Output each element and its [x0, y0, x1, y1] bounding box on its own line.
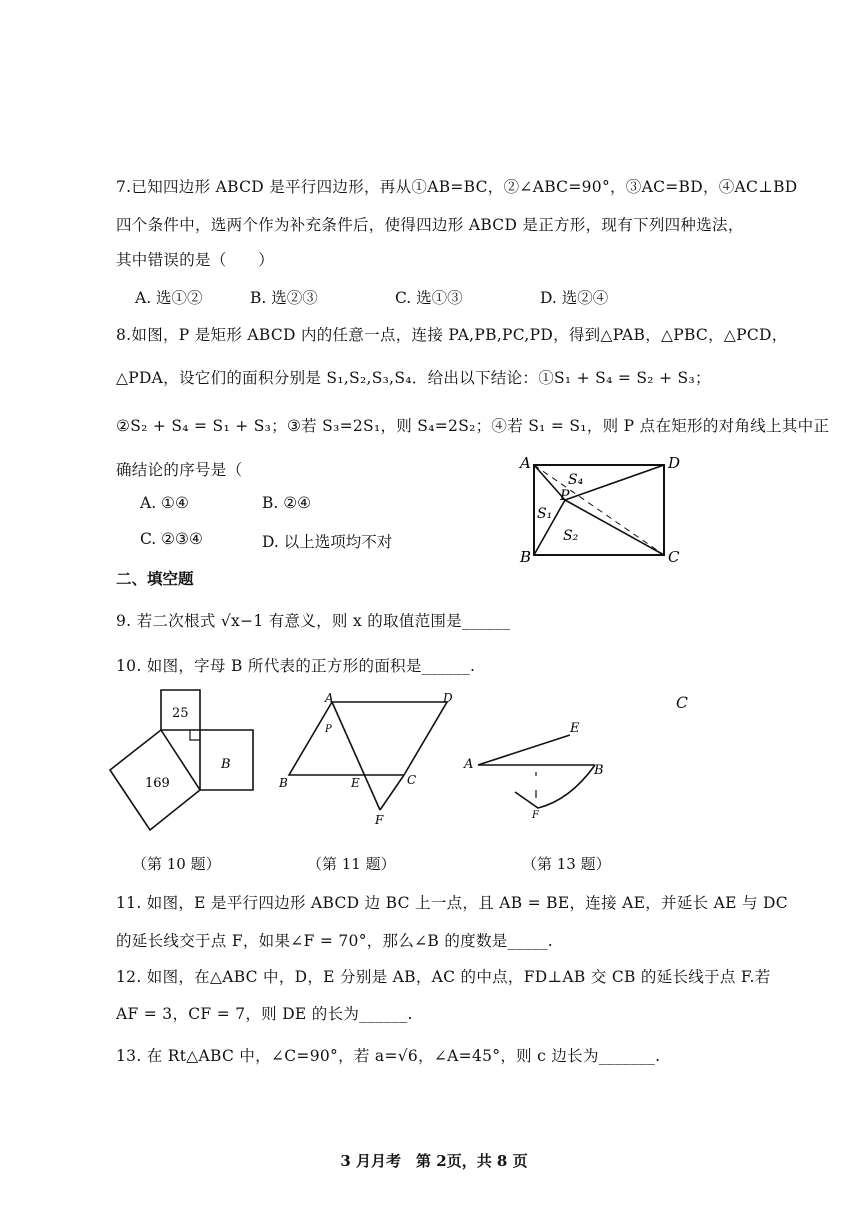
label-b: B	[594, 763, 604, 778]
label-s4: S₄	[568, 472, 584, 488]
fig11-parallelogram	[275, 690, 465, 830]
curve-bf	[515, 765, 595, 808]
q7-option-c: C. 选①③	[395, 289, 463, 307]
fig10-squares	[105, 685, 265, 840]
q8-line-3: ②S₂ + S₄ = S₁ + S₃；③若 S₃=2S₁，则 S₄=2S₂；④若 S₁ = S₁，则 P 点在矩形的对角线上其中正	[116, 417, 830, 435]
parallelogram-abcd	[289, 702, 447, 775]
q8-line-4: 确结论的序号是（	[116, 461, 243, 479]
q12-line-1: 12. 如图，在△ABC 中，D，E 分别是 AB，AC 的中点，FD⊥AB 交 CB 的延长线于点 F.若	[116, 968, 771, 986]
label-s2: S₂	[563, 528, 579, 544]
q7-line-3: 其中错误的是（ ）	[116, 251, 275, 269]
label-b-square: B	[221, 757, 231, 772]
q10-text: 10. 如图，字母 B 所代表的正方形的面积是______.	[116, 657, 476, 675]
label-f: F	[532, 810, 539, 820]
label-s1: S₁	[537, 506, 553, 522]
q7-line-1: 7.已知四边形 ABCD 是平行四边形，再从①AB=BC，②∠ABC=90°，③AC=BD，④AC⊥BD	[116, 178, 798, 196]
label-d: D	[443, 691, 453, 705]
label-169: 169	[145, 776, 170, 791]
q9-text: 9. 若二次根式 √x−1 有意义，则 x 的取值范围是______	[116, 612, 511, 630]
label-a: A	[520, 454, 531, 472]
label-c: C	[668, 548, 680, 566]
q7-option-b: B. 选②③	[250, 289, 318, 307]
fig13-figure	[460, 710, 620, 820]
label-25: 25	[172, 706, 189, 721]
label-a: A	[325, 691, 334, 705]
stray-label-c: C	[676, 694, 688, 712]
diagonal-ac	[534, 465, 664, 555]
segment-cf	[380, 775, 404, 810]
label-e: E	[351, 776, 360, 790]
q7-option-d: D. 选②④	[540, 289, 609, 307]
q7-line-2: 四个条件中，选两个作为补充条件后，使得四边形 ABCD 是正方形，现有下列四种选法，	[116, 216, 744, 234]
label-a: A	[464, 757, 474, 772]
segment-af	[332, 702, 380, 810]
q8-option-d: D. 以上选项均不对	[262, 533, 393, 551]
fig10-caption: （第 10 题）	[132, 855, 221, 873]
label-b: B	[520, 548, 532, 566]
q8-line-2: △PDA，设它们的面积分别是 S₁,S₂,S₃,S₄．给出以下结论：①S₁ + S₄ = S₂ + S₃；	[116, 369, 711, 387]
label-f: F	[375, 813, 384, 827]
segment-pc	[565, 500, 664, 555]
label-p: P	[560, 488, 570, 504]
label-e: E	[570, 721, 580, 736]
q8-option-a: A. ①④	[140, 494, 189, 512]
q12-line-2: AF = 3，CF = 7，则 DE 的长为______.	[116, 1005, 413, 1023]
fig11-caption: （第 11 题）	[307, 855, 396, 873]
label-p: P	[325, 724, 332, 735]
q8-rectangle-figure	[510, 450, 690, 570]
label-c: C	[407, 773, 417, 787]
q8-option-c: C. ②③④	[140, 530, 203, 548]
q7-option-a: A. 选①②	[135, 289, 203, 307]
q13-text: 13. 在 Rt△ABC 中，∠C=90°，若 a=√6，∠A=45°，则 c 边长为_______.	[116, 1047, 661, 1065]
segment-ae	[478, 735, 570, 765]
page-footer: 3 月月考 第 2页，共 8 页	[340, 1152, 528, 1170]
label-d: D	[668, 454, 681, 472]
label-b: B	[279, 776, 288, 790]
section-title: 二、填空题	[116, 569, 194, 588]
q11-line-2: 的延长线交于点 F，如果∠F = 70°，那么∠B 的度数是_____.	[116, 932, 554, 950]
q11-line-1: 11. 如图，E 是平行四边形 ABCD 边 BC 上一点，且 AB = BE，连接 AE，并延长 AE 与 DC	[116, 894, 788, 912]
fig13-caption: （第 13 题）	[522, 855, 611, 873]
q8-option-b: B. ②④	[262, 494, 312, 512]
right-angle-mark	[190, 730, 200, 740]
q8-line-1: 8.如图，P 是矩形 ABCD 内的任意一点，连接 PA,PB,PC,PD，得到△PAB，△PBC，△PCD，	[116, 326, 788, 344]
